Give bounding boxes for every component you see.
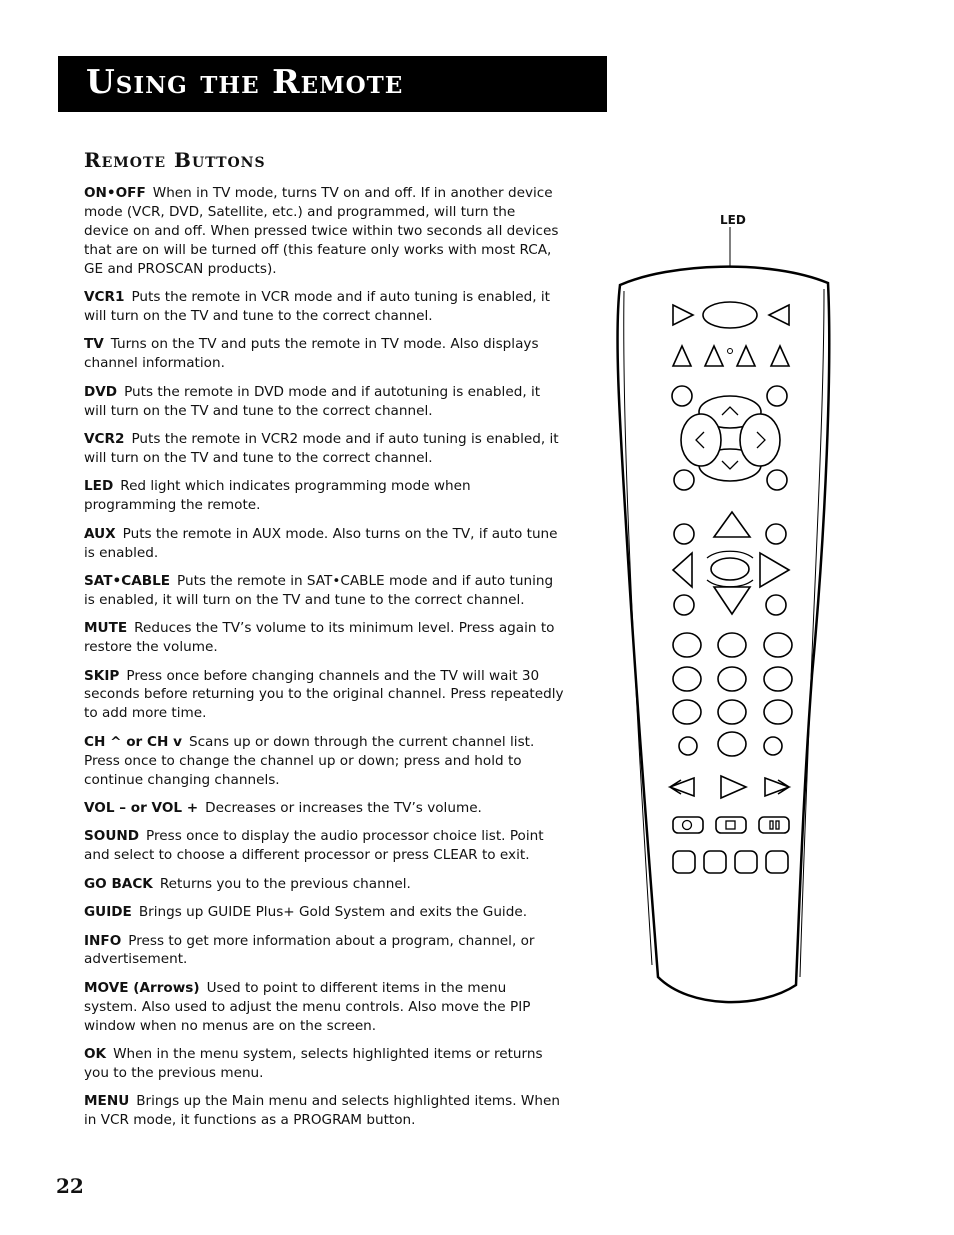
skip-button: [767, 386, 787, 406]
bottom-button: [704, 851, 726, 873]
definition-entry: [84, 335, 564, 373]
on-off-button: [703, 302, 757, 328]
definition-text: Brings up the Main menu and selects highlighted items. When in VCR mode, it functions as a PROGRAM button.: [84, 1093, 560, 1129]
definition-term: MENU: [84, 1093, 130, 1110]
definition-entry: [84, 184, 564, 279]
number-button: [764, 633, 792, 657]
antenna-button: [679, 737, 697, 755]
definition-term: VCR2: [84, 430, 125, 447]
definition-entry: [84, 383, 564, 421]
definition-entry: [84, 1045, 564, 1083]
number-button: [673, 633, 701, 657]
definition-entry: [84, 667, 564, 724]
definition-text: Used to point to different items in the menu system. Also used to adjust the menu controls. Also move the PIP window when no menus are on the screen.: [84, 979, 531, 1034]
definition-text: Puts the remote in AUX mode. Also turns on the TV, if auto tune is enabled.: [84, 525, 558, 561]
definition-term: MOVE (Arrows): [84, 979, 200, 996]
definition-text: When in TV mode, turns TV on and off. If in another device mode (VCR, DVD, Satellite, etc.) and programmed, will turn the device on and off. When pressed twice within two seconds all devices that are on will be turned off (this feature only works with most RCA, GE and PROSCAN products).: [84, 185, 559, 277]
definition-term: SKIP: [84, 667, 120, 684]
remote-body: [618, 267, 830, 1002]
led-label: LED: [720, 213, 746, 227]
definition-entry: [84, 430, 564, 468]
page-number: 22: [56, 1174, 84, 1198]
led-indicator: [728, 349, 733, 354]
definition-term: MUTE: [84, 620, 128, 637]
definition-term: CH ^ or CH v: [84, 733, 182, 750]
definition-entry: [84, 619, 564, 657]
number-button: [673, 700, 701, 724]
definition-entry: [84, 525, 564, 563]
menu-button: [766, 595, 786, 615]
definition-text: Scans up or down through the current channel list. Press once to change the channel up or down; press and hold to continue changing channels.: [84, 733, 535, 788]
definition-entry: [84, 903, 564, 922]
vol-plus-button: [740, 414, 780, 466]
definition-text: Press to get more information about a program, channel, or advertisement.: [84, 932, 535, 968]
bottom-button: [766, 851, 788, 873]
bottom-button: [735, 851, 757, 873]
definition-text: Reduces the TV’s volume to its minimum level. Press again to restore the volume.: [84, 620, 555, 656]
definition-entry: [84, 733, 564, 790]
mute-button: [672, 386, 692, 406]
input-button: [764, 737, 782, 755]
definition-term: GUIDE: [84, 904, 132, 921]
definition-term: DVD: [84, 383, 118, 400]
clear-button: [674, 595, 694, 615]
definition-text: Returns you to the previous channel.: [159, 875, 411, 892]
definition-text: Brings up GUIDE Plus+ Gold System and exits the Guide.: [138, 904, 528, 921]
number-button: [718, 633, 746, 657]
section-title: Remote Buttons: [84, 148, 266, 172]
definition-term: LED: [84, 478, 114, 495]
definition-entry: [84, 932, 564, 970]
definition-text: Puts the remote in VCR mode and if auto tuning is enabled, it will turn on the TV and tune to the correct channel.: [84, 289, 550, 324]
definition-entry: [84, 979, 564, 1036]
number-button: [718, 667, 746, 691]
definition-entry: [84, 875, 564, 894]
definition-text: Turns on the TV and puts the remote in TV mode. Also displays channel information.: [84, 336, 539, 372]
definition-entry: [84, 799, 564, 818]
definition-text: Puts the remote in VCR2 mode and if auto tuning is enabled, it will turn on the TV and tune to the correct channel.: [84, 430, 559, 466]
definition-text: Puts the remote in DVD mode and if autotuning is enabled, it will turn on the TV and tune to the correct channel.: [84, 383, 541, 419]
definition-text: Red light which indicates programming mode when programming the remote.: [84, 478, 471, 514]
definition-term: OK: [84, 1046, 107, 1063]
record-button: [673, 817, 703, 833]
definition-term: SAT•CABLE: [84, 572, 171, 589]
definition-term: ON•OFF: [84, 185, 146, 201]
definition-term: TV: [84, 336, 104, 353]
definition-text: Decreases or increases the TV’s volume.: [205, 799, 482, 816]
info-button: [766, 524, 786, 544]
number-button: [764, 667, 792, 691]
title-banner: [58, 56, 607, 112]
ok-button: [711, 558, 749, 580]
definition-list: [84, 184, 564, 1140]
definition-term: INFO: [84, 932, 122, 949]
sound-button: [674, 470, 694, 490]
definition-entry: [84, 288, 564, 326]
vol-minus-button: [681, 414, 721, 466]
definition-term: GO BACK: [84, 875, 153, 892]
remote-illustration: [600, 225, 840, 1015]
number-button: [718, 700, 746, 724]
definition-entry: [84, 1092, 564, 1130]
number-button: [718, 732, 746, 756]
definition-term: VCR1: [84, 289, 125, 306]
definition-term: SOUND: [84, 828, 140, 845]
bottom-button: [673, 851, 695, 873]
definition-text: When in the menu system, selects highlighted items or returns you to the previous menu.: [84, 1046, 543, 1081]
page-title: Using the Remote: [86, 62, 404, 101]
stop-button: [716, 817, 746, 833]
number-button: [764, 700, 792, 724]
definition-term: AUX: [84, 525, 116, 542]
definition-entry: [84, 572, 564, 610]
definition-text: Press once before changing channels and the TV will wait 30 seconds before returning you to the original channel. Press repeatedly to add more time.: [84, 667, 564, 722]
definition-term: VOL – or VOL +: [84, 799, 199, 816]
go-back-button: [767, 470, 787, 490]
number-button: [673, 667, 701, 691]
definition-entry: [84, 827, 564, 865]
definition-entry: [84, 477, 564, 515]
definition-text: Puts the remote in SAT•CABLE mode and if auto tuning is enabled, it will turn on the TV and tune to the correct channel.: [84, 572, 554, 608]
guide-button: [674, 524, 694, 544]
definition-text: Press once to display the audio processor choice list. Point and select to choose a different processor or press CLEAR to exit.: [84, 828, 544, 864]
pause-button: [759, 817, 789, 833]
